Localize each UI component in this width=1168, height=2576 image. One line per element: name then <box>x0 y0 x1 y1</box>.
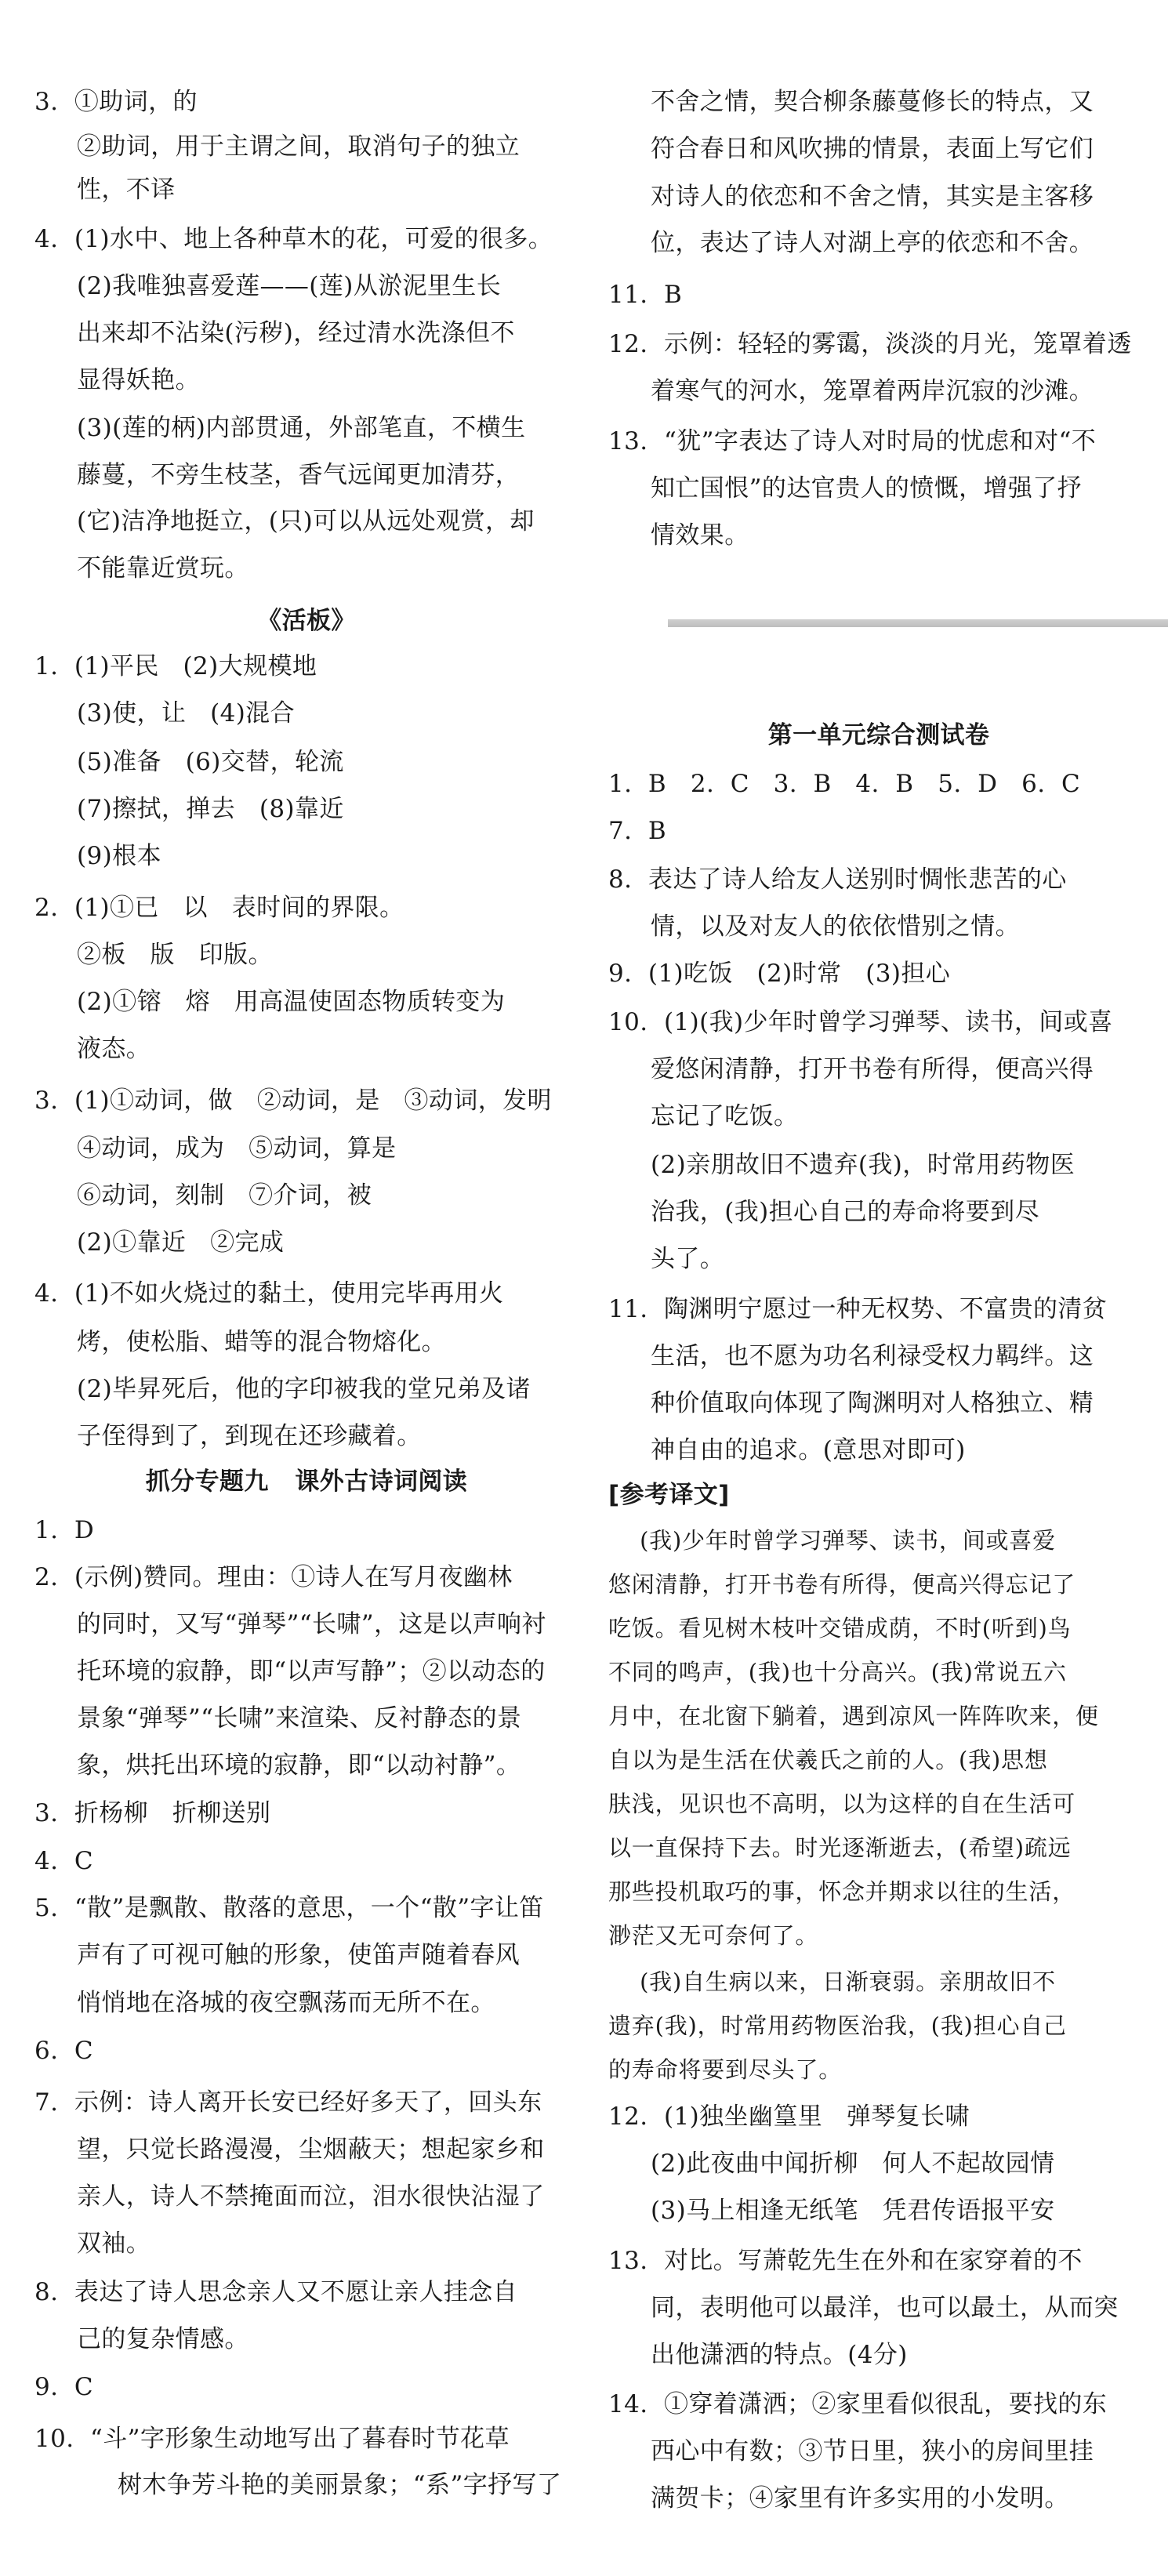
text-line: 烤，使松脂、蜡等的混合物熔化。 <box>77 1328 446 1356</box>
text-line: 象，烘托出环境的寂静，即“以动衬静”。 <box>77 1751 521 1780</box>
text-line: (2)我唯独喜爱莲——(莲)从淤泥里生长 <box>77 272 502 300</box>
text-line: 12. 示例：轻轻的雾霭，淡淡的月光，笼罩着透 <box>608 330 1132 358</box>
text-line: 藤蔓，不旁生枝茎，香气远闻更加清芬， <box>77 461 521 489</box>
section-heading: 《活板》 <box>257 607 356 635</box>
text-line: 10. (1)(我)少年时曾学习弹琴、读书，间或喜 <box>608 1008 1113 1036</box>
text-line: 9. C <box>34 2373 94 2401</box>
text-line: 对诗人的依恋和不舍之情，其实是主客移 <box>651 183 1094 211</box>
text-line: 性，不译 <box>77 176 176 204</box>
text-line: 8. 表达了诗人给友人送别时惆怅悲苦的心 <box>608 865 1067 894</box>
text-line: 景象“弹琴”“长啸”来渲染、反衬静态的景 <box>77 1704 522 1732</box>
text-line: 双袖。 <box>77 2230 151 2258</box>
text-line: 9. (1)吃饭 (2)时常 (3)担心 <box>608 960 951 988</box>
text-line: (3)马上相逢无纸笔 凭君传语报平安 <box>651 2197 1055 2225</box>
text-line: 生活，也不愿为功名利禄受权力羁绊。这 <box>651 1342 1094 1370</box>
text-line: 12. (1)独坐幽篁里 弹琴复长啸 <box>608 2103 970 2131</box>
text-line: 忘记了吃饭。 <box>651 1102 799 1130</box>
text-line: 头了。 <box>651 1245 725 1273</box>
text-line: 6. C <box>34 2037 94 2065</box>
text-line: 情，以及对友人的依依惜别之情。 <box>651 912 1020 941</box>
text-line: 1. B 2. C 3. B 4. B 5. D 6. C <box>608 770 1081 798</box>
text-line: 7. B <box>608 817 667 845</box>
translation-line: 遗弃(我)，时常用药物医治我，(我)担心自己 <box>608 2012 1067 2039</box>
translation-line: 自以为是生活在伏羲氏之前的人。(我)思想 <box>608 1747 1048 1773</box>
text-line: (3)使，让 (4)混合 <box>77 699 295 727</box>
text-line: 1. D <box>34 1516 95 1544</box>
text-line: 西心中有数；③节日里，狭小的房间里挂 <box>651 2437 1094 2465</box>
translation-heading: [参考译文] <box>608 1481 730 1509</box>
translation-line: 的寿命将要到尽头了。 <box>608 2056 843 2083</box>
text-line: ②助词，用于主谓之间，取消句子的独立 <box>77 132 521 161</box>
section-heading: 抓分专题九 课外古诗词阅读 <box>145 1468 468 1496</box>
text-line: 的同时，又写“弹琴”“长啸”，这是以声响衬 <box>77 1610 546 1638</box>
text-line: 种价值取向体现了陶渊明对人格独立、精 <box>651 1389 1094 1417</box>
text-line: ②板 版 印版。 <box>77 941 273 969</box>
translation-line: 以一直保持下去。时光逐渐逝去，(希望)疏远 <box>608 1834 1072 1861</box>
text-line: 1. (1)平民 (2)大规模地 <box>34 652 317 680</box>
translation-line: 吃饭。看见树木枝叶交错成荫，不时(听到)鸟 <box>608 1615 1072 1642</box>
text-line: 7. 示例：诗人离开长安已经好多天了，回头东 <box>34 2088 542 2117</box>
text-line: 4. (1)水中、地上各种草木的花，可爱的很多。 <box>34 225 553 253</box>
text-line: 同，表明他可以最洋，也可以最土，从而突 <box>651 2294 1119 2322</box>
text-line: 显得妖艳。 <box>77 366 200 394</box>
text-line: 悄悄地在洛城的夜空飘荡而无所不在。 <box>77 1989 495 2017</box>
text-line: 2. (1)①已 以 表时间的界限。 <box>34 894 404 922</box>
text-line: 出来却不沾染(污秽)，经过清水洗涤但不 <box>77 319 515 347</box>
text-line: 不能靠近赏玩。 <box>77 554 249 582</box>
translation-line: 悠闲清静，打开书卷有所得，便高兴得忘记了 <box>608 1571 1076 1598</box>
text-line: 8. 表达了诗人思念亲人又不愿让亲人挂念自 <box>34 2278 518 2306</box>
text-line: 情效果。 <box>651 521 749 550</box>
text-line: 11. B <box>608 281 683 309</box>
text-line: 13. 对比。写萧乾先生在外和在家穿着的不 <box>608 2247 1083 2275</box>
text-line: (2)①靠近 ②完成 <box>77 1228 285 1257</box>
translation-line: 不同的鸣声，(我)也十分高兴。(我)常说五六 <box>608 1659 1067 1685</box>
text-line: 14. ①穿着潇洒；②家里看似很乱，要找的东 <box>608 2390 1108 2418</box>
translation-line: (我)少年时曾学习弹琴、读书，间或喜爱 <box>608 1527 1056 1554</box>
text-line: 11. 陶渊明宁愿过一种无权势、不富贵的清贫 <box>608 1295 1108 1323</box>
text-line: (2)此夜曲中闻折柳 何人不起故园情 <box>651 2150 1055 2178</box>
translation-line: (我)自生病以来，日渐衰弱。亲朋故旧不 <box>608 1968 1056 1995</box>
text-line: 望，只觉长路漫漫，尘烟蔽天；想起家乡和 <box>77 2135 545 2164</box>
text-line: 满贺卡；④家里有许多实用的小发明。 <box>651 2484 1069 2513</box>
text-line: ④动词，成为 ⑤动词，算是 <box>77 1134 397 1163</box>
text-line: (5)准备 (6)交替，轮流 <box>77 748 344 776</box>
text-line: (它)洁净地挺立，(只)可以从远处观赏，却 <box>77 507 535 535</box>
text-line: 4. C <box>34 1847 94 1875</box>
text-line: 着寒气的河水，笼罩着两岸沉寂的沙滩。 <box>651 377 1094 405</box>
text-line: 3. ①助词，的 <box>34 88 198 116</box>
text-line: (7)擦拭，掸去 (8)靠近 <box>77 795 344 823</box>
text-line: (2)亲朋故旧不遗弃(我)，时常用药物医 <box>651 1151 1076 1179</box>
translation-line: 那些投机取巧的事，怀念并期求以往的生活， <box>608 1878 1076 1905</box>
text-line: 知亡国恨”的达官贵人的愤慨，增强了抒 <box>651 474 1083 503</box>
text-line: ⑥动词，刻制 ⑦介词，被 <box>77 1181 372 1210</box>
text-line: 声有了可视可触的形象，使笛声随着春风 <box>77 1941 521 1969</box>
text-line: (9)根本 <box>77 842 161 870</box>
text-line: 符合春日和风吹拂的情景，表面上写它们 <box>651 135 1094 163</box>
text-line: 爱悠闲清静，打开书卷有所得，便高兴得 <box>651 1055 1094 1083</box>
translation-line: 肤浅，见识也不高明，以为这样的自在生活可 <box>608 1791 1076 1817</box>
text-line: (3)(莲的柄)内部贯通，外部笔直，不横生 <box>77 414 526 442</box>
section-divider <box>668 619 1168 627</box>
text-line: 亲人，诗人不禁掩面而泣，泪水很快沾湿了 <box>77 2182 545 2211</box>
text-line: 4. (1)不如火烧过的黏土，使用完毕再用火 <box>34 1279 504 1308</box>
text-line: 2. (示例)赞同。理由：①诗人在写月夜幽林 <box>34 1563 513 1591</box>
text-line: (2)毕昇死后，他的字印被我的堂兄弟及诸 <box>77 1375 531 1403</box>
section-heading: 第一单元综合测试卷 <box>767 721 990 749</box>
text-line: 树木争芳斗艳的美丽景象；“系”字抒写了 <box>118 2471 562 2499</box>
text-line: 位，表达了诗人对湖上亭的依恋和不舍。 <box>651 229 1094 257</box>
text-line: 己的复杂情感。 <box>77 2325 249 2353</box>
text-line: 不舍之情，契合柳条藤蔓修长的特点，又 <box>651 88 1094 116</box>
text-line: 出他潇洒的特点。(4分) <box>651 2341 908 2369</box>
text-line: 3. (1)①动词，做 ②动词，是 ③动词，发明 <box>34 1087 552 1115</box>
text-line: 托环境的寂静，即“以声写静”；②以动态的 <box>77 1657 546 1685</box>
translation-line: 渺茫又无可奈何了。 <box>608 1922 819 1949</box>
text-line: 13. “犹”字表达了诗人对时局的忧虑和对“不 <box>608 427 1097 455</box>
text-line: 3. 折杨柳 折柳送别 <box>34 1799 271 1827</box>
text-line: 液态。 <box>77 1035 151 1063</box>
text-line: 5. “散”是飘散、散落的意思，一个“散”字让笛 <box>34 1894 544 1922</box>
text-line: 10. “斗”字形象生动地写出了暮春时节花草 <box>34 2425 510 2453</box>
text-line: 子侄得到了，到现在还珍藏着。 <box>77 1422 422 1450</box>
text-line: 治我，(我)担心自己的寿命将要到尽 <box>651 1198 1039 1226</box>
text-line: 神自由的追求。(意思对即可) <box>651 1436 966 1464</box>
translation-line: 月中，在北窗下躺着，遇到凉风一阵阵吹来，便 <box>608 1703 1099 1729</box>
text-line: (2)①镕 熔 用高温使固态物质转变为 <box>77 988 506 1016</box>
